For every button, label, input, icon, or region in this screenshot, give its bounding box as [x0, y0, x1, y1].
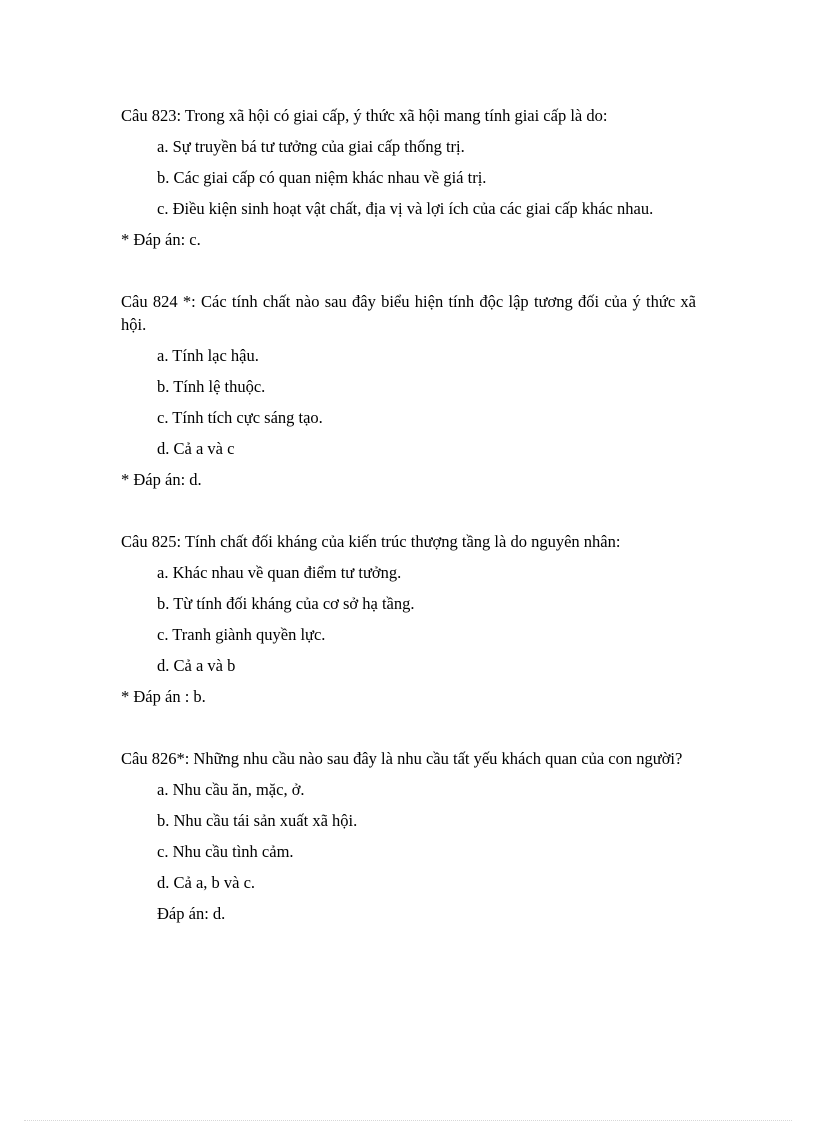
- option-c: c. Nhu cầu tình cảm.: [157, 842, 294, 861]
- question-823: [121, 104, 696, 251]
- answer-line: * Đáp án: d.: [121, 470, 202, 489]
- option-b: b. Nhu cầu tái sản xuất xã hội.: [157, 811, 358, 830]
- question-text: Câu 824 *: Các tính chất nào sau đây biểu hiện tính độc lập tương đối của ý thức xã hội.: [121, 292, 696, 334]
- option-c: c. Tranh giành quyền lực.: [157, 625, 326, 644]
- question-824: [121, 290, 696, 491]
- option-d: d. Cả a và c: [157, 439, 235, 458]
- page-bottom-divider: [24, 1120, 792, 1121]
- option-d: d. Cả a và b: [157, 656, 236, 675]
- answer-line: * Đáp án : b.: [121, 687, 206, 706]
- option-c: c. Tính tích cực sáng tạo.: [157, 408, 323, 427]
- option-a: a. Nhu cầu ăn, mặc, ở.: [157, 780, 305, 799]
- option-a: a. Tính lạc hậu.: [157, 346, 259, 365]
- question-text: Câu 826*: Những nhu cầu nào sau đây là nhu cầu tất yếu khách quan của con người?: [121, 749, 683, 768]
- option-b: b. Từ tính đối kháng của cơ sở hạ tầng.: [157, 594, 415, 613]
- question-text: Câu 823: Trong xã hội có giai cấp, ý thức xã hội mang tính giai cấp là do:: [121, 106, 608, 125]
- option-b: b. Tính lệ thuộc.: [157, 377, 266, 396]
- answer-line: Đáp án: d.: [157, 904, 226, 923]
- spacer: [121, 708, 696, 747]
- question-text: Câu 825: Tính chất đối kháng của kiến trúc thượng tầng là do nguyên nhân:: [121, 532, 621, 551]
- option-a: a. Khác nhau về quan điểm tư tưởng.: [157, 563, 402, 582]
- question-826: [121, 747, 696, 925]
- question-825: [121, 530, 696, 708]
- option-d: d. Cả a, b và c.: [157, 873, 256, 892]
- answer-line: * Đáp án: c.: [121, 230, 201, 249]
- document-page: [121, 104, 696, 925]
- spacer: [121, 251, 696, 290]
- option-b: b. Các giai cấp có quan niệm khác nhau về giá trị.: [157, 168, 487, 187]
- option-a: a. Sự truyền bá tư tưởng của giai cấp thống trị.: [157, 137, 465, 156]
- spacer: [121, 491, 696, 530]
- option-c: c. Điều kiện sinh hoạt vật chất, địa vị và lợi ích của các giai cấp khác nhau.: [157, 199, 654, 218]
